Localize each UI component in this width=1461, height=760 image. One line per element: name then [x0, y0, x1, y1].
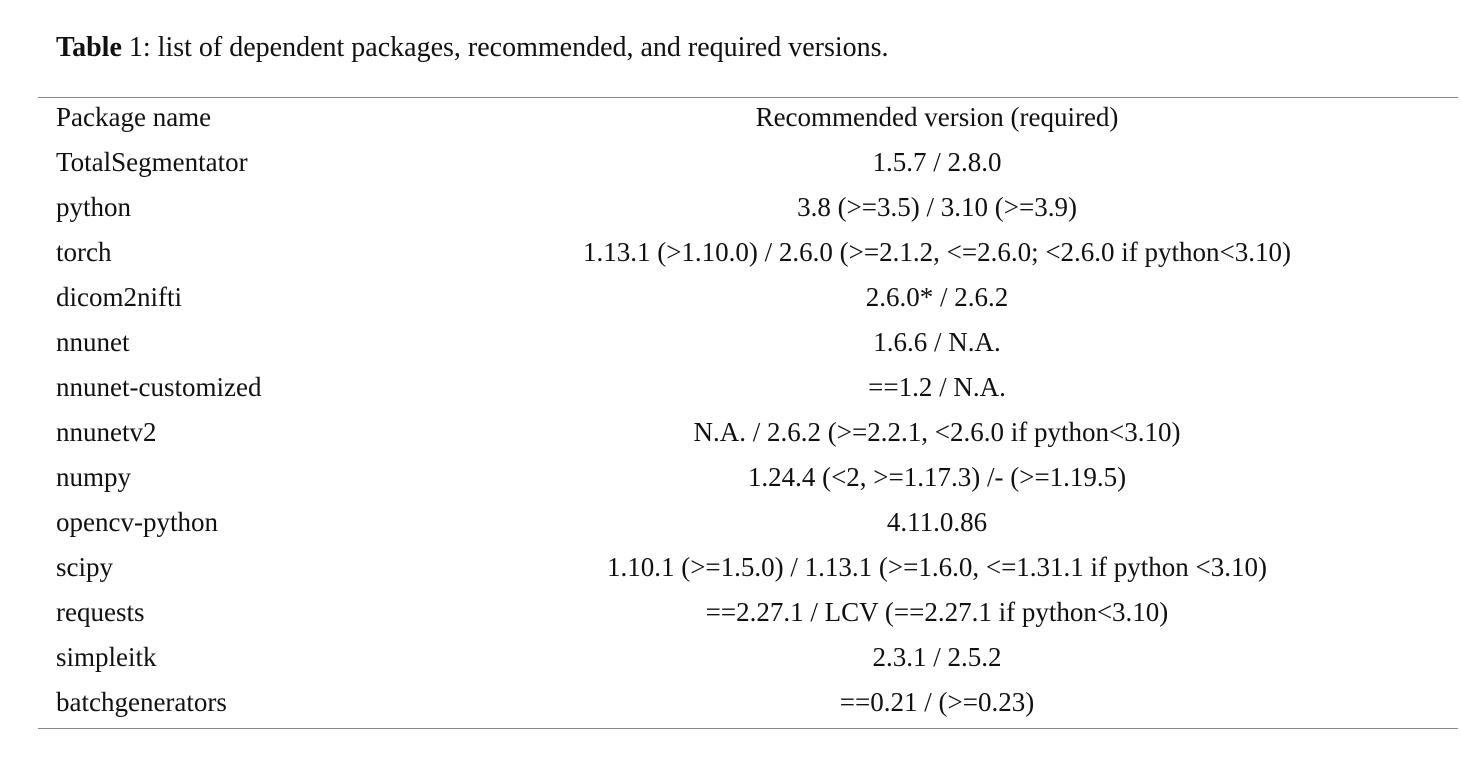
table-row: [38, 455, 1458, 500]
package-version-cell: 1.13.1 (>1.10.0) / 2.6.0 (>=2.1.2, <=2.6.0; <2.6.0 if python<3.10): [582, 237, 1292, 267]
package-name-cell: opencv-python: [56, 507, 218, 537]
package-name-cell: nnunet-customized: [56, 372, 262, 402]
table-row: [38, 500, 1458, 545]
header-recommended-version: Recommended version (required): [755, 102, 1119, 132]
table-header-row: [38, 95, 1458, 140]
package-name-cell: numpy: [56, 462, 132, 492]
package-name-cell: batchgenerators: [56, 687, 227, 717]
package-version-cell: 2.3.1 / 2.5.2: [872, 642, 1002, 672]
table-row: [38, 275, 1458, 320]
package-version-cell: N.A. / 2.6.2 (>=2.2.1, <2.6.0 if python<3.10): [693, 417, 1181, 447]
header-package-name: Package name: [56, 102, 212, 132]
package-version-cell: 1.6.6 / N.A.: [873, 327, 1001, 357]
package-name-cell: simpleitk: [56, 642, 157, 672]
package-version-cell: 1.24.4 (<2, >=1.17.3) /- (>=1.19.5): [747, 462, 1127, 492]
package-name-cell: scipy: [56, 552, 113, 582]
package-version-cell: 2.6.0* / 2.6.2: [865, 282, 1009, 312]
package-version-cell: 3.8 (>=3.5) / 3.10 (>=3.9): [797, 192, 1077, 222]
package-name-cell: nnunetv2: [56, 417, 157, 447]
table-row: [38, 365, 1458, 410]
table-row: [38, 140, 1458, 185]
package-version-cell: ==0.21 / (>=0.23): [839, 687, 1035, 717]
package-name-cell: requests: [56, 597, 145, 627]
table-row: [38, 545, 1458, 590]
caption-number: 1: [121, 32, 143, 63]
package-name-cell: nnunet: [56, 327, 130, 357]
caption-label: Table: [56, 32, 122, 63]
caption-text: : list of dependent packages, recommended, and required versions.: [142, 32, 889, 63]
package-version-cell: 1.5.7 / 2.8.0: [872, 147, 1002, 177]
table-caption: [56, 28, 889, 68]
table-row: [38, 410, 1458, 455]
package-version-cell: 1.10.1 (>=1.5.0) / 1.13.1 (>=1.6.0, <=1.31.1 if python <3.10): [606, 552, 1268, 582]
package-name-cell: TotalSegmentator: [56, 147, 248, 177]
table-row: [38, 590, 1458, 635]
package-version-cell: ==1.2 / N.A.: [868, 372, 1006, 402]
package-name-cell: python: [56, 192, 132, 222]
package-name-cell: torch: [56, 237, 112, 267]
table-row: [38, 185, 1458, 230]
table-row: [38, 320, 1458, 365]
packages-table: [38, 95, 1458, 725]
table-row: [38, 635, 1458, 680]
table-bottom-rule: [38, 728, 1458, 729]
package-version-cell: ==2.27.1 / LCV (==2.27.1 if python<3.10): [705, 597, 1169, 627]
table-row: [38, 680, 1458, 725]
table-row: [38, 230, 1458, 275]
package-version-cell: 4.11.0.86: [886, 507, 988, 537]
package-name-cell: dicom2nifti: [56, 282, 182, 312]
